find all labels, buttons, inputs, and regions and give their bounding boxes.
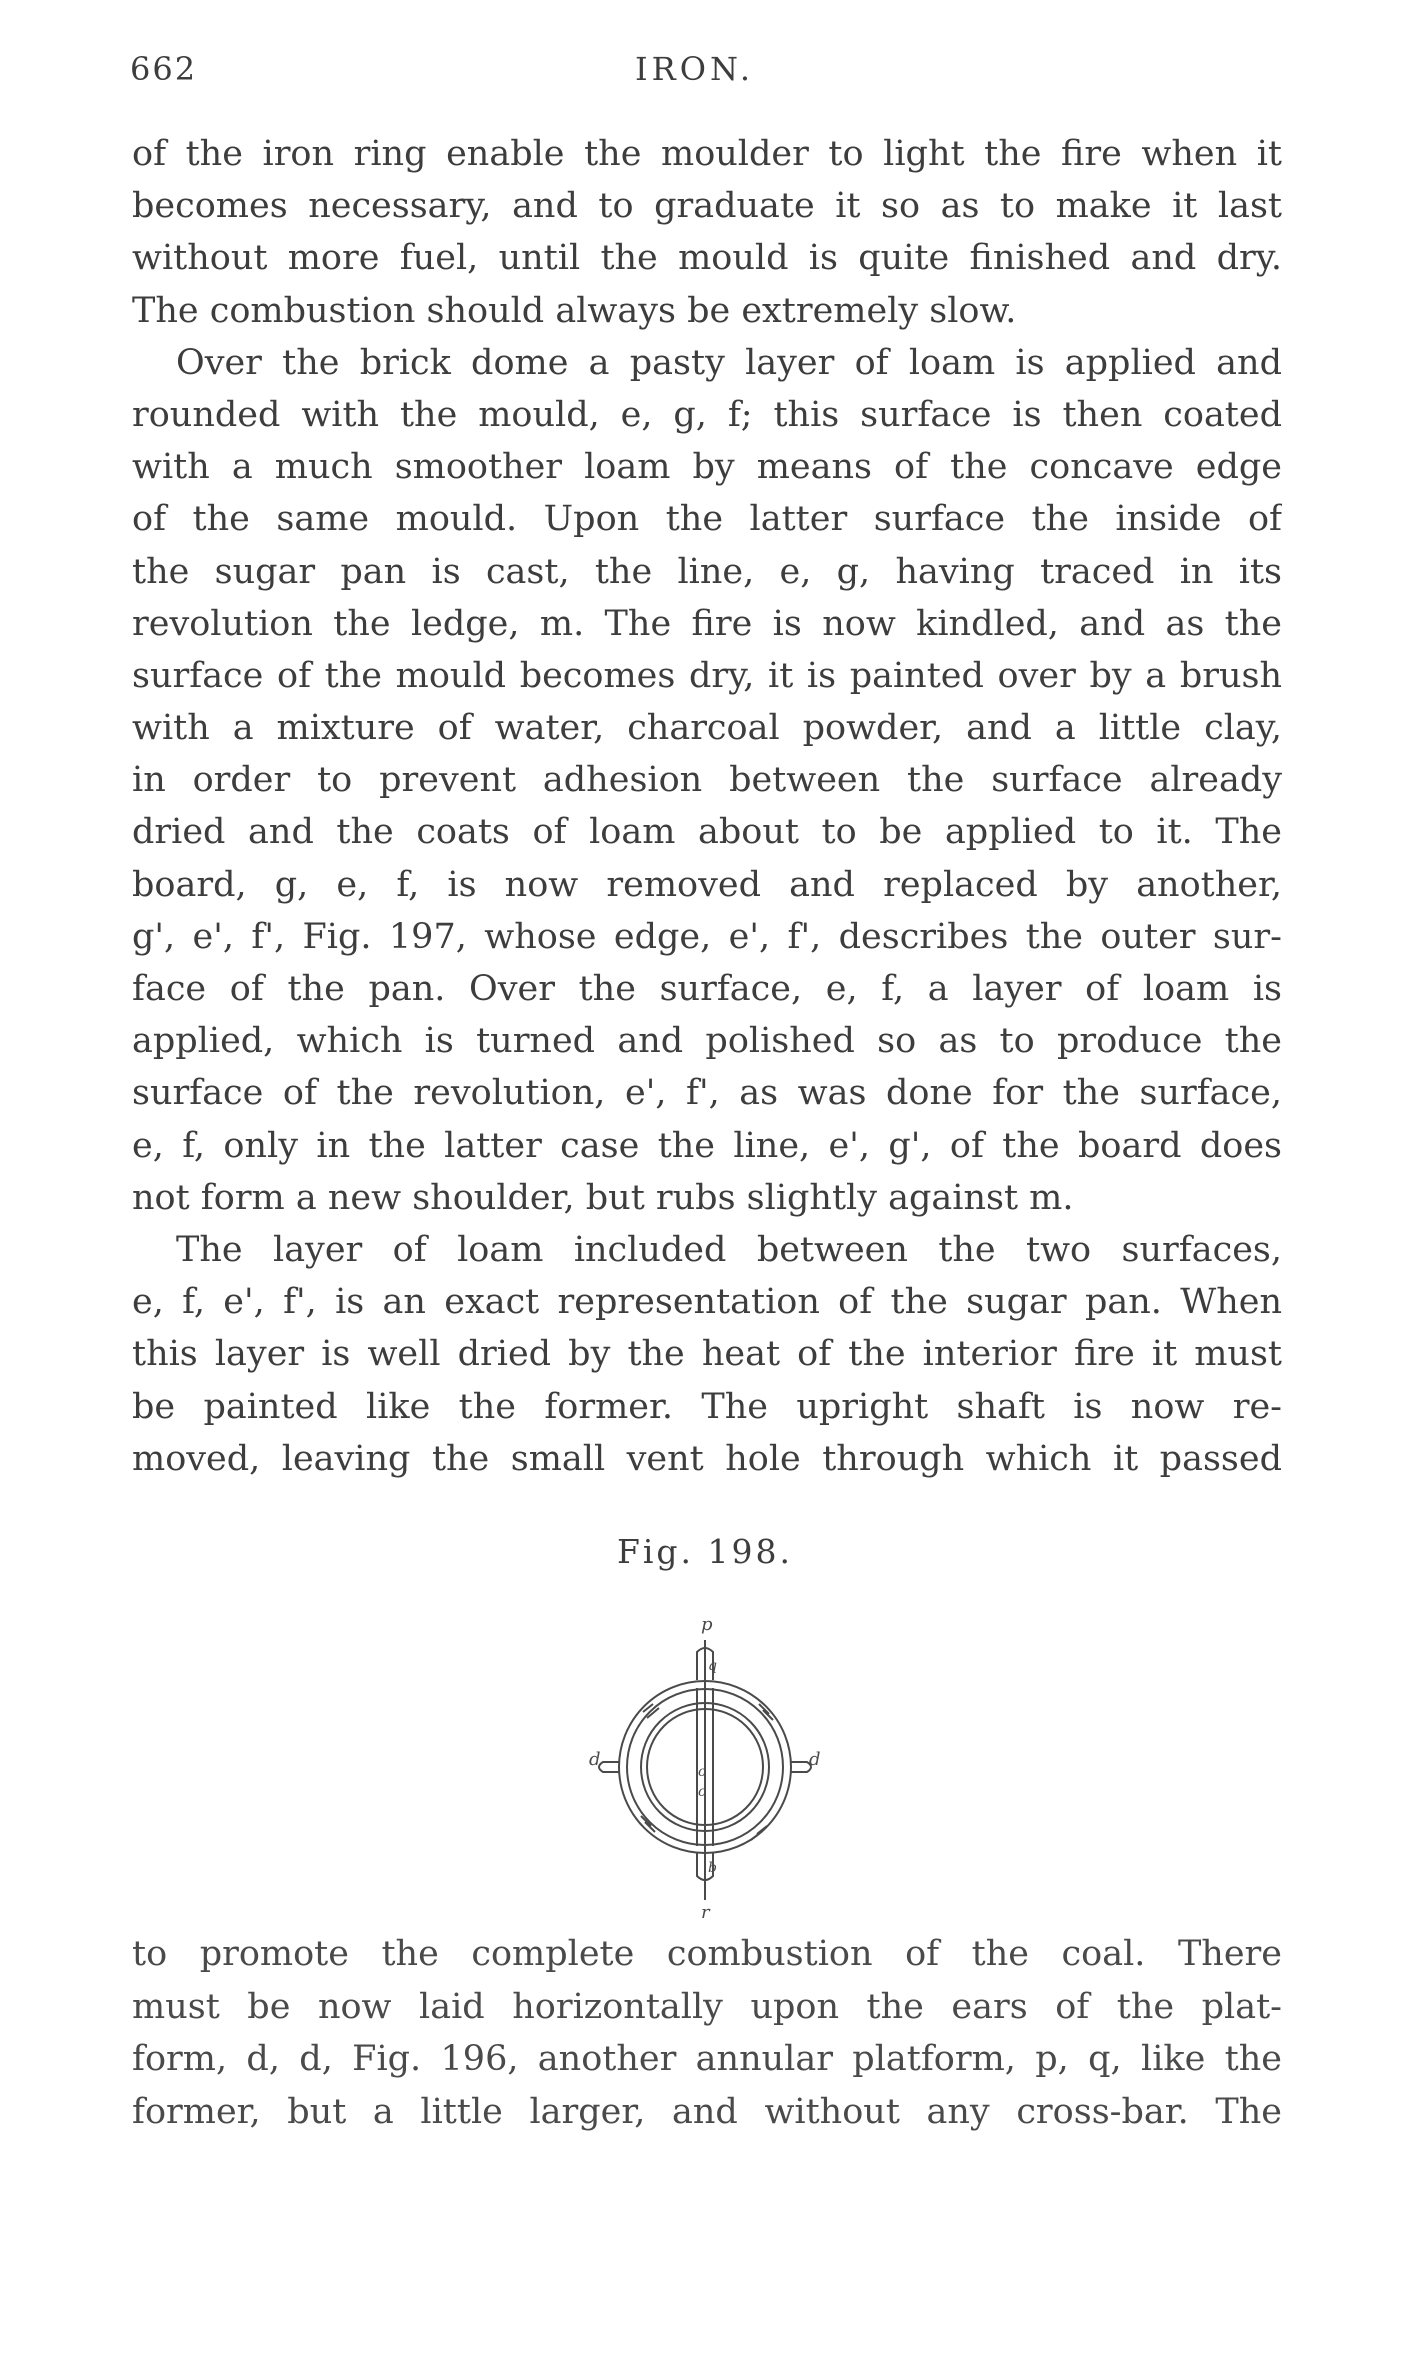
label-c: c — [698, 1784, 706, 1800]
text-line: the sugar pan is cast, the line, e, g, having traced in its — [132, 551, 1282, 592]
text-line: form, d, d, Fig. 196, another annular platform, p, q, like the — [132, 2039, 1282, 2079]
text-line: applied, which is turned and polished so as to produce the — [132, 1021, 1282, 1062]
text-line: e, f, only in the latter case the line, e', g', of the board does — [132, 1125, 1282, 1166]
text-line: in order to prevent adhesion between the surface already — [132, 760, 1282, 801]
text-line: Over the brick dome a pasty layer of loam is applied and — [176, 342, 1282, 383]
text-line: becomes necessary, and to graduate it so as to make it last — [132, 186, 1282, 227]
label-d-left: d — [589, 1749, 601, 1770]
label-d-right: d — [809, 1749, 821, 1770]
body-text-top — [132, 128, 1282, 1485]
left-ear — [599, 1762, 619, 1772]
text-line: g', e', f', Fig. 197, whose edge, e', f', describes the outer sur- — [132, 916, 1282, 957]
hatch-line — [751, 1832, 761, 1840]
label-b: b — [708, 1860, 717, 1876]
text-line: of the same mould. Upon the latter surface the inside of — [132, 499, 1282, 540]
text-line: board, g, e, f, is now removed and replaced by another, — [132, 864, 1282, 905]
annular-platform-diagram — [555, 1600, 855, 1925]
label-r: r — [701, 1902, 710, 1923]
running-head — [130, 50, 1280, 98]
text-line: The layer of loam included between the two surfaces, — [176, 1229, 1282, 1270]
text-line: to promote the complete combustion of the coal. There — [132, 1934, 1282, 1974]
text-line: e, f, e', f', is an exact representation of the sugar pan. When — [132, 1282, 1282, 1323]
label-q: q — [708, 1658, 717, 1674]
text-line: former, but a little larger, and without any cross-bar. The — [132, 2091, 1282, 2132]
page-number: 662 — [130, 50, 198, 88]
text-line: surface of the mould becomes dry, it is painted over by a brush — [132, 655, 1282, 696]
text-line: rounded with the mould, e, g, f; this surface is then coated — [132, 394, 1282, 435]
text-line: with a mixture of water, charcoal powder, and a little clay, — [132, 708, 1282, 749]
text-line: be painted like the former. The upright shaft is now re- — [132, 1386, 1282, 1427]
text-line: revolution the ledge, m. The fire is now kindled, and as the — [132, 603, 1282, 644]
figure-198-diagram — [555, 1600, 855, 1925]
running-title: IRON. — [635, 50, 755, 88]
text-line: of the iron ring enable the moulder to light the fire when it — [132, 134, 1282, 174]
body-text-bottom — [132, 1928, 1282, 2138]
text-line: The combustion should always be extremely slow. — [132, 290, 1017, 331]
text-line: moved, leaving the small vent hole through which it passed — [132, 1438, 1282, 1479]
figure-caption: Fig. 198. — [616, 1532, 794, 1571]
label-o: o — [698, 1764, 707, 1780]
text-line: this layer is well dried by the heat of the interior fire it must — [132, 1334, 1282, 1375]
text-line: without more fuel, until the mould is quite finished and dry. — [132, 238, 1282, 279]
text-line: with a much smoother loam by means of the concave edge — [132, 447, 1282, 488]
text-line: face of the pan. Over the surface, e, f, a layer of loam is — [132, 969, 1282, 1009]
right-ear — [791, 1762, 811, 1772]
text-line: dried and the coats of loam about to be applied to it. The — [132, 812, 1282, 853]
text-line: not form a new shoulder, but rubs slightly against m. — [132, 1177, 1074, 1218]
text-line: must be now laid horizontally upon the ears of the plat- — [132, 1986, 1282, 2027]
text-line: surface of the revolution, e', f', as was done for the surface, — [132, 1073, 1282, 1114]
label-p: p — [701, 1614, 713, 1635]
